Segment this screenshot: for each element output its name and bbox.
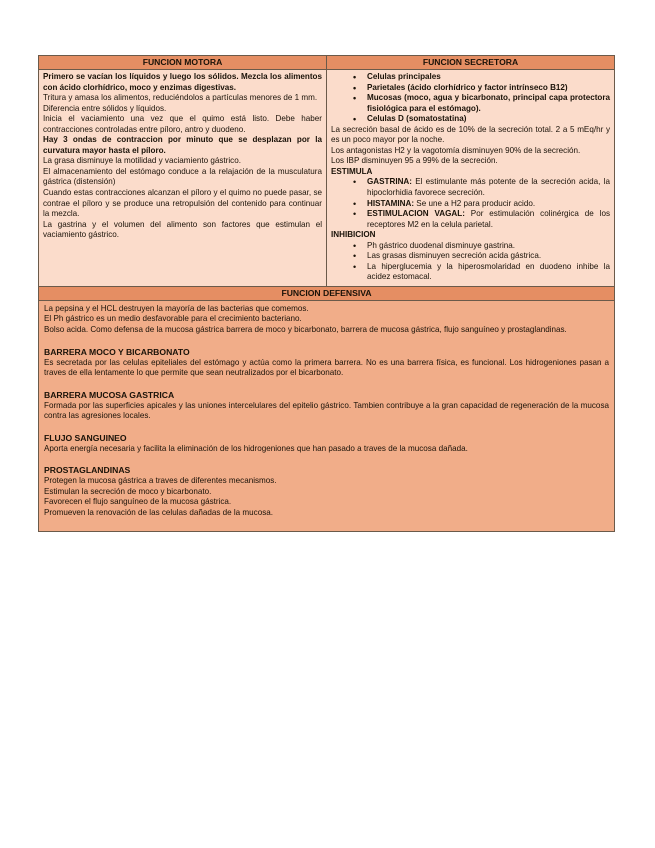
- secretora-p2: Los antagonistas H2 y la vagotomía disminuyen 90% de la secreción.: [331, 145, 581, 155]
- defensiva-intro1: La pepsina y el HCL destruyen la mayoría de las bacterias que comemos.: [44, 303, 309, 313]
- motora-bold-ondas: Hay 3 ondas de contraccion por minuto que se desplazan por la curvatura mayor hasta el píloro.: [43, 135, 322, 155]
- mucosa-text: Formada por las superficies apicales y las uniones intercelulares del epitelio gástrico. Tambien contribuye a la gran capacidad de regeneración de la mucosa contra las agresiones locales.: [44, 400, 609, 421]
- defensiva-cell: [39, 300, 615, 531]
- motora-p6: Cuando estas contracciones alcanzan el píloro y el quimo no puede pasar, se contrae el píloro y se produce una retropulsión del contenido para continuar la mezcla.: [43, 188, 322, 219]
- motora-bold-intro: Primero se vacían los líquidos y luego los sólidos. Mezcla los alimentos con ácido clorhídrico, moco y enzimas digestivas.: [43, 72, 322, 92]
- list-item: [367, 199, 610, 210]
- estimula-term: GASTRINA:: [367, 177, 412, 187]
- estimula-list: [331, 177, 610, 230]
- secretora-cell: [327, 70, 615, 287]
- estimula-text: El estimulante más potente de la secreción acida, la hipoclorhidia favorece secreción.: [367, 177, 610, 198]
- motora-p1: Tritura y amasa los alimentos, reduciéndolos a partículas menores de 1 mm.: [43, 93, 318, 103]
- inhibicion-title: INHIBICION: [331, 230, 376, 240]
- flujo-title: FLUJO SANGUINEO: [44, 432, 127, 443]
- defensiva-intro3: Bolso acida. Como defensa de la mucosa gástrica barrera de moco y bicarbonato, barrera de mucosa gástrica, flujo sanguíneo y prostaglandinas.: [44, 325, 567, 335]
- list-item: • Mucosas (moco, agua y bicarbonato, principal capa protectora fisiológica para el estómago).: [367, 93, 610, 114]
- motora-p3: Inicia el vaciamiento una vez que el quimo está listo. Debe haber contracciones controladas entre píloro, antro y duodeno.: [43, 114, 322, 134]
- list-item: • La hiperglucemia y la hiperosmolaridad en duodeno inhibe la acidez estomacal.: [367, 262, 610, 283]
- document: [38, 55, 615, 532]
- secretora-p1: La secreción basal de ácido es de 10% de la secreción total. 2 a 5 mEq/hr y es un poco mayor por la noche.: [331, 124, 610, 145]
- motora-p4: La grasa disminuye la motilidad y vaciamiento gástrico.: [43, 156, 241, 166]
- spacer: [44, 454, 609, 465]
- list-item: [367, 177, 610, 198]
- flujo-text: Aporta energía necesaria y facilita la eliminación de los hidrogeniones que han pasado a traves de la mucosa dañada.: [44, 443, 468, 453]
- secretora-p3: Los IBP disminuyen 95 a 99% de la secreción.: [331, 156, 498, 166]
- moco-text: Es secretada por las celulas epiteliales del estómago y actúa como la primera barrera. No es una barrera física, es funcional. Los hidrogeniones pasan a traves de ella lentamente lo que permite que sean neutralizados por el bicarbonato.: [44, 357, 609, 378]
- list-item: • Las grasas disminuyen secreción acida gástrica.: [367, 251, 610, 262]
- list-item: • Ph gástrico duodenal disminuye gastrina.: [367, 241, 610, 252]
- estimula-title: ESTIMULA: [331, 166, 373, 176]
- motora-cell: [39, 70, 327, 287]
- list-item: [367, 209, 610, 230]
- motora-p2: Diferencia entre sólidos y líquidos.: [43, 103, 167, 113]
- function-table: [38, 55, 615, 532]
- prost-item: Protegen la mucosa gástrica a traves de diferentes mecanismos.: [44, 476, 277, 486]
- prost-title: PROSTAGLANDINAS: [44, 465, 131, 476]
- estimula-text: Por estimulación colinérgica de los receptores M2 en la celula parietal.: [367, 209, 610, 229]
- prost-item: Promueven la renovación de las celulas dañadas de la mucosa.: [44, 507, 274, 517]
- moco-title: BARRERA MOCO Y BICARBONATO: [44, 346, 190, 357]
- cell-types-list: [331, 72, 610, 125]
- prost-item: Estimulan la secreción de moco y bicarbonato.: [44, 486, 212, 496]
- motora-p7: La gastrina y el volumen del alimento son factores que estimulan el vaciamiento gástrico.: [43, 219, 322, 240]
- spacer: [44, 336, 609, 347]
- list-item: • Celulas principales: [367, 72, 610, 83]
- list-item: • Parietales (ácido clorhídrico y factor intrínseco B12): [367, 83, 610, 94]
- estimula-term: HISTAMINA:: [367, 198, 415, 208]
- estimula-term: ESTIMULACION VAGAL:: [367, 209, 465, 219]
- estimula-text: Se une a H2 para producir acido.: [414, 198, 536, 208]
- spacer: [44, 422, 609, 433]
- inhibicion-list: [331, 241, 610, 283]
- list-item: • Celulas D (somatostatina): [367, 114, 610, 125]
- spacer: [44, 379, 609, 390]
- header-defensiva: FUNCION DEFENSIVA: [39, 286, 615, 300]
- defensiva-intro2: El Ph gástrico es un medio desfavorable para el crecimiento bacteriano.: [44, 314, 302, 324]
- motora-p5: El almacenamiento del estómago conduce a la relajación de la musculatura gástrica (distensión): [43, 166, 322, 187]
- mucosa-title: BARRERA MUCOSA GASTRICA: [44, 389, 175, 400]
- prost-item: Favorecen el flujo sanguíneo de la mucosa gástrica.: [44, 497, 232, 507]
- header-motora: FUNCION MOTORA: [39, 56, 327, 70]
- header-secretora: FUNCION SECRETORA: [327, 56, 615, 70]
